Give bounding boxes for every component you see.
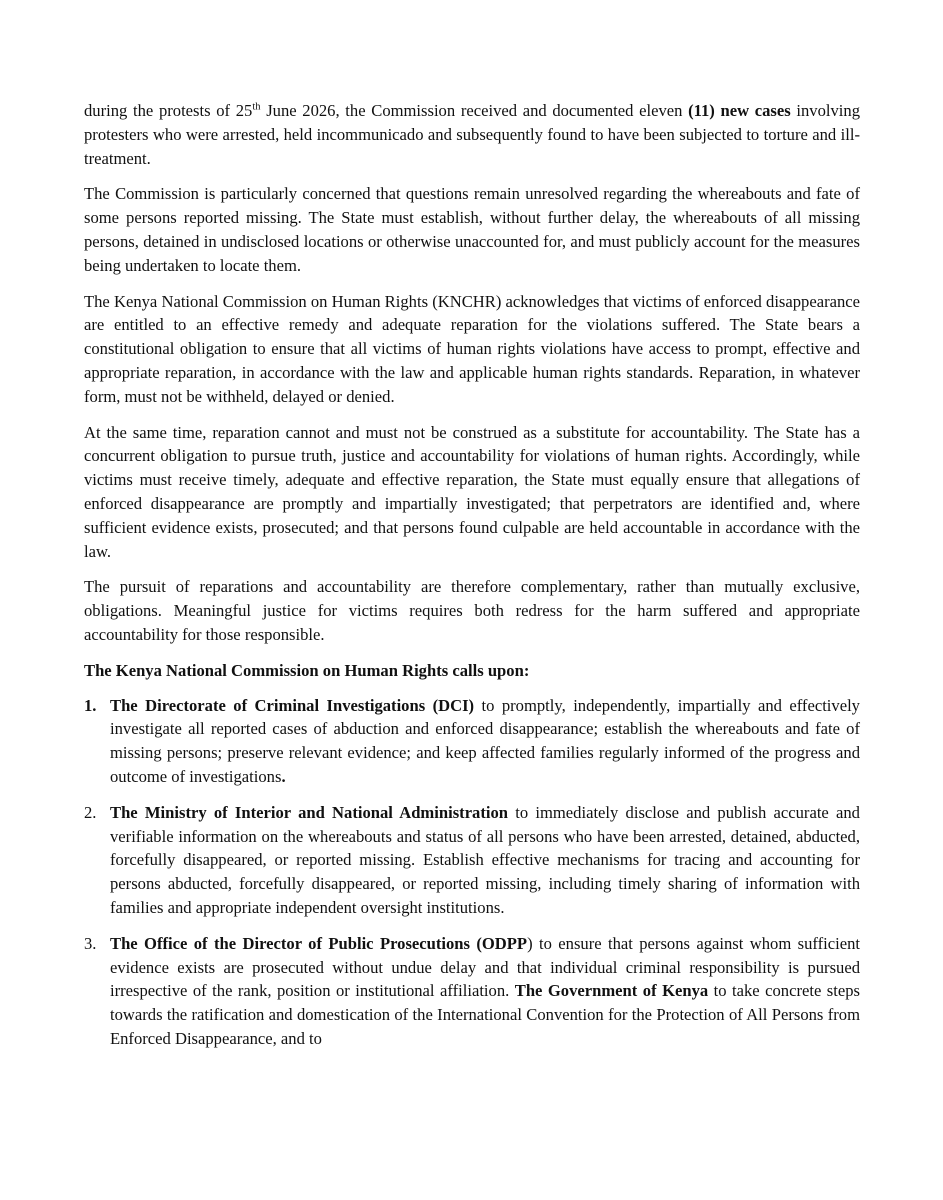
document-page [84,99,860,1063]
paragraph-complementary-obligations: The pursuit of reparations and accountability are therefore complementary, rather than mutually exclusive, obligations. Meaningful justice for victims requires both redress for the harm suffered and appropriate accountability for those responsible. [84,577,860,644]
calls-upon-heading: The Kenya National Commission on Human Rights calls upon: [84,660,530,680]
list-number: 1. [84,695,97,715]
list-item-odpp: 3. The Office of the Director of Public Prosecutions (ODPP) to ensure that persons against whom sufficient evidence exists are prosecuted without undue delay and that individual criminal responsibility is pursued irrespective of the rank, position or institutional affiliation. The Government of Kenya to take concrete steps towards the ratification and domestication of the International Convention for the Protection of All Persons from Enforced Disappearance, and to [84,933,860,1048]
list-number: 3. [84,933,97,953]
list-item-ministry-interior: 2. The Ministry of Interior and National Administration to immediately disclose and publish accurate and verifiable information on the whereabouts and status of all persons who have been arrested, detained, abducted, forcefully disappeared, or reported missing. Establish effective mechanisms for tracing and accounting for persons abducted, forcefully disappeared, or reported missing, including timely sharing of information with families and appropriate independent oversight institutions. [84,802,860,917]
paragraph-accountability: At the same time, reparation cannot and must not be construed as a substitute for accountability. The State has a concurrent obligation to pursue truth, justice and accountability for violations of human rights. Accordingly, while victims must receive timely, adequate and effective reparation, the State must equally ensure that allegations of enforced disappearance are promptly and impartially investigated; that perpetrators are identified and, where sufficient evidence exists, prosecuted; and that persons found culpable are held accountable in accordance with the law. [84,422,860,561]
calls-list [84,694,860,1051]
list-number: 2. [84,802,97,822]
paragraph-reparation-rights: The Kenya National Commission on Human Rights (KNCHR) acknowledges that victims of enforced disappearance are entitled to an effective remedy and adequate reparation for the violations suffered. The State bears a constitutional obligation to ensure that all victims of human rights violations have access to prompt, effective and appropriate reparation, in accordance with the law and applicable human rights standards. Reparation, in whatever form, must not be withheld, delayed or denied. [84,291,860,406]
paragraph-protest-cases: during the protests of 25th June 2026, the Commission received and documented eleven (11) new cases involving protesters who were arrested, held incommunicado and subsequently found to have been subjected to torture and ill-treatment. [84,101,860,168]
list-item-dci: 1. The Directorate of Criminal Investigations (DCI) to promptly, independently, impartially and effectively investigate all reported cases of abduction and enforced disappearance; establish the whereabouts and fate of missing persons; preserve relevant evidence; and keep affected families regularly informed of the progress and outcome of investigations. [84,695,860,786]
paragraph-missing-persons: The Commission is particularly concerned that questions remain unresolved regarding the whereabouts and fate of some persons reported missing. The State must establish, without further delay, the whereabouts of all missing persons, detained in undisclosed locations or otherwise unaccounted for, and must publicly account for the measures being undertaken to locate them. [84,184,860,275]
